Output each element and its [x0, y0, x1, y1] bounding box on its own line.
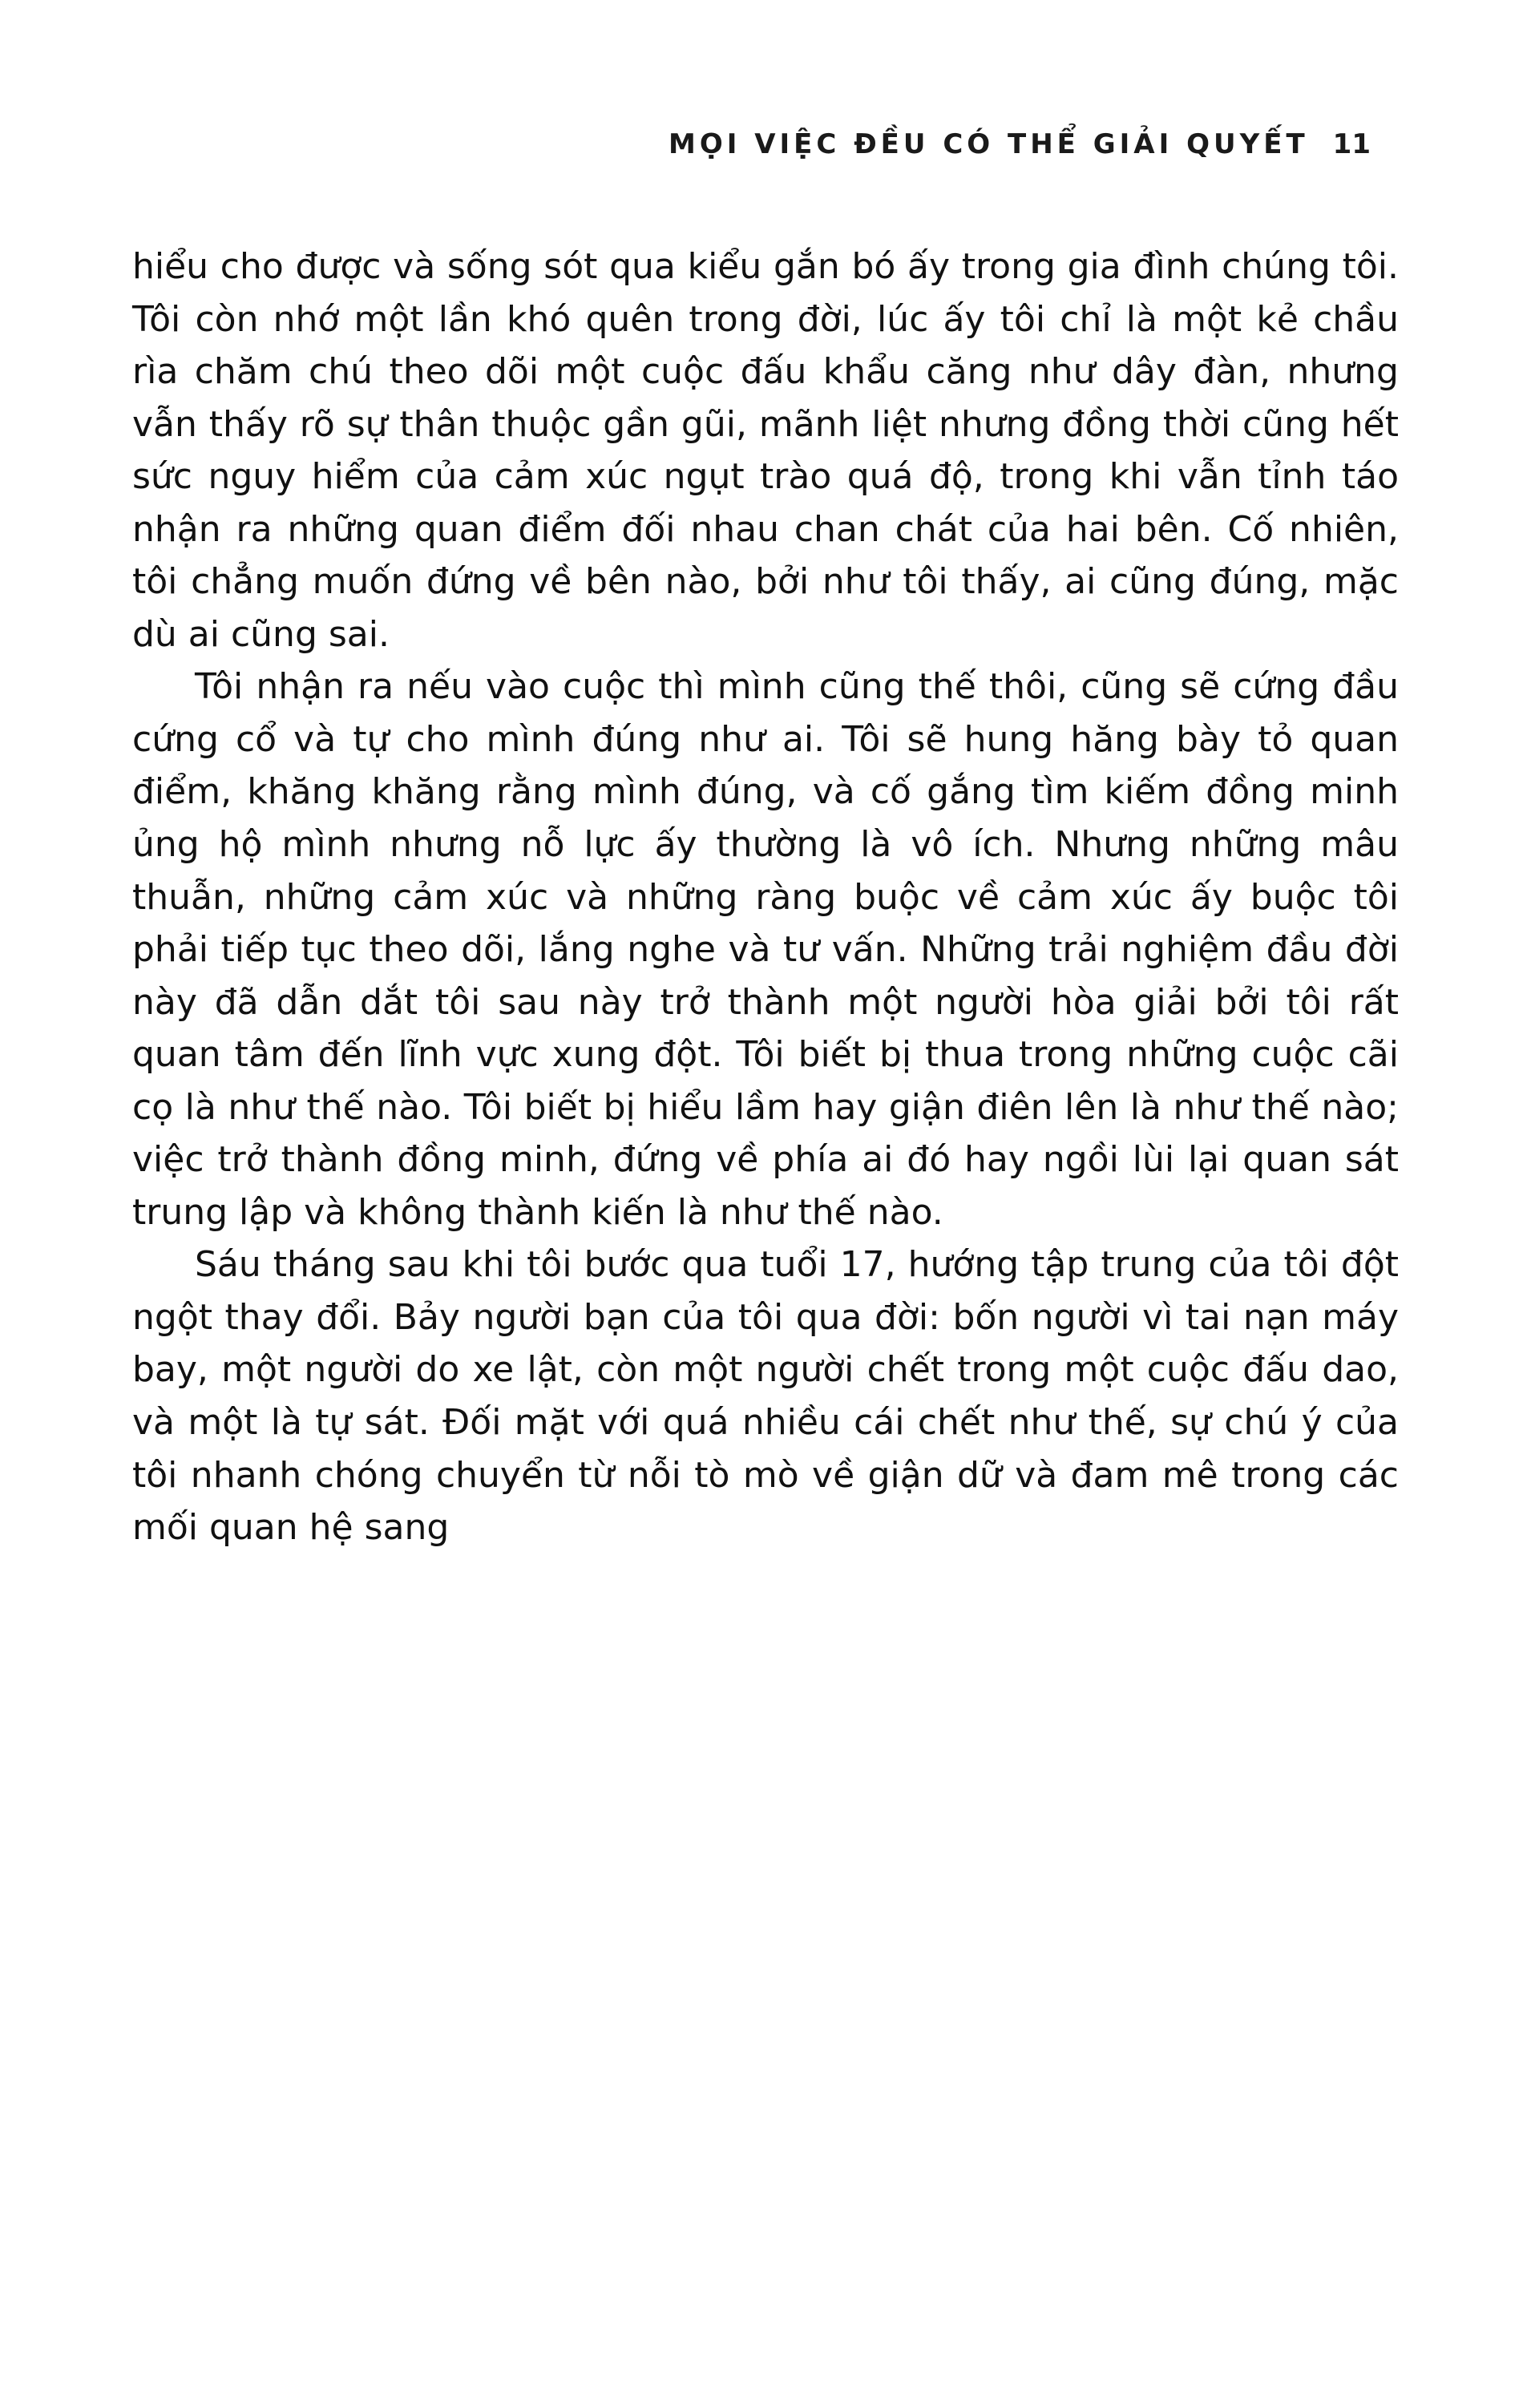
paragraph: hiểu cho được và sống sót qua kiểu gắn bó ấy trong gia đình chúng tôi. Tôi còn nhớ một lần khó quên trong đời, lúc ấy tôi chỉ là một kẻ chầu rìa chăm chú theo dõi một cuộc đấu khẩu căng như dây đàn, nhưng vẫn thấy rõ sự thân thuộc gần gũi, mãnh liệt nhưng đồng thời cũng hết sức nguy hiểm của cảm xúc ngụt trào quá độ, trong khi vẫn tỉnh táo nhận ra những quan điểm đối nhau chan chát của hai bên. Cố nhiên, tôi chẳng muốn đứng về bên nào, bởi như tôi thấy, ai cũng đúng, mặc dù ai cũng sai.: [132, 246, 1399, 655]
running-head: [0, 128, 1371, 160]
paragraph: Tôi nhận ra nếu vào cuộc thì mình cũng thế thôi, cũng sẽ cứng đầu cứng cổ và tự cho mình đúng như ai. Tôi sẽ hung hăng bày tỏ quan điểm, khăng khăng rằng mình đúng, và cố gắng tìm kiếm đồng minh ủng hộ mình nhưng nỗ lực ấy thường là vô ích. Nhưng những mâu thuẫn, những cảm xúc và những ràng buộc về cảm xúc ấy buộc tôi phải tiếp tục theo dõi, lắng nghe và tư vấn. Những trải nghiệm đầu đời này đã dẫn dắt tôi sau này trở thành một người hòa giải bởi tôi rất quan tâm đến lĩnh vực xung đột. Tôi biết bị thua trong những cuộc cãi cọ là như thế nào. Tôi biết bị hiểu lầm hay giận điên lên là như thế nào; việc trở thành đồng minh, đứng về phía ai đó hay ngồi lùi lại quan sát trung lập và không thành kiến là như thế nào.: [132, 666, 1399, 1233]
body-text: [132, 240, 1399, 1554]
running-head-title: MỌI VIỆC ĐỀU CÓ THỂ GIẢI QUYẾT: [668, 128, 1309, 160]
page-number: 11: [1332, 128, 1371, 160]
paragraph: Sáu tháng sau khi tôi bước qua tuổi 17, hướng tập trung của tôi đột ngột thay đổi. Bảy người bạn của tôi qua đời: bốn người vì tai nạn máy bay, một người do xe lật, còn một người chết trong một cuộc đấu dao, và một là tự sát. Đối mặt với quá nhiều cái chết như thế, sự chú ý của tôi nhanh chóng chuyển từ nỗi tò mò về giận dữ và đam mê trong các mối quan hệ sang: [132, 1244, 1399, 1549]
